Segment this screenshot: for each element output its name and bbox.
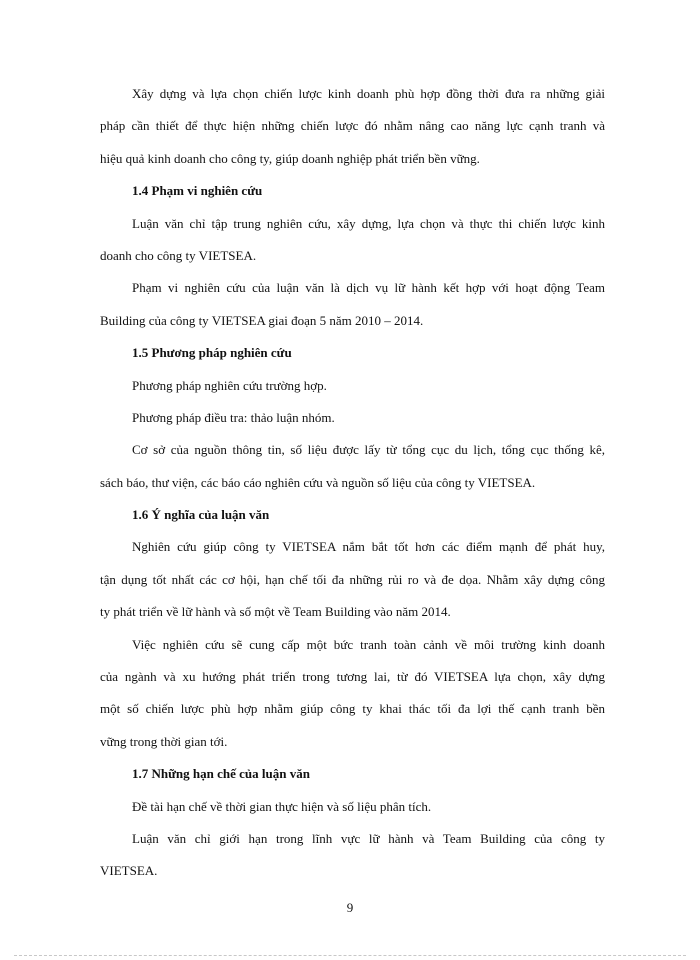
section-heading-1-5: 1.5 Phương pháp nghiên cứu [132,345,292,361]
paragraph-line: Đề tài hạn chế về thời gian thực hiện và số liệu phân tích. [132,798,432,814]
paragraph-line: Cơ sở của nguồn thông tin, số liệu được lấy từ tổng cục du lịch, tổng cục thống kê, [132,442,605,458]
paragraph-line: hiệu quả kinh doanh cho công ty, giúp doanh nghiệp phát triển bền vững. [100,150,480,166]
paragraph-line: ty phát triển về lữ hành và số một về Team Building vào năm 2014. [100,604,451,620]
page-bottom-divider [14,955,686,956]
paragraph-line: pháp cần thiết để thực hiện những chiến lược đó nhằm nâng cao năng lực cạnh tranh và [100,118,605,134]
paragraph-line: Phương pháp nghiên cứu trường hợp. [132,377,327,393]
paragraph-line: sách báo, thư viện, các báo cáo nghiên cứu và nguồn số liệu của công ty VIETSEA. [100,474,536,490]
paragraph-line: doanh cho công ty VIETSEA. [100,247,257,263]
paragraph-line: Luận văn chỉ giới hạn trong lĩnh vực lữ hành và Team Building của công ty [132,830,605,846]
paragraph-line: của ngành và xu hướng phát triển trong tương lai, từ đó VIETSEA lựa chọn, xây dựng [100,669,605,685]
paragraph-line: Phạm vi nghiên cứu của luận văn là dịch vụ lữ hành kết hợp với hoạt động Team [132,280,605,296]
page-number: 9 [346,900,354,915]
paragraph-line: Việc nghiên cứu sẽ cung cấp một bức tranh toàn cảnh về môi trường kinh doanh [132,636,605,652]
paragraph-line: VIETSEA. [100,863,158,879]
paragraph-line: Xây dựng và lựa chọn chiến lược kinh doanh phù hợp đồng thời đưa ra những giải [132,86,605,101]
paragraph-line: Nghiên cứu giúp công ty VIETSEA nắm bắt tốt hơn các điểm mạnh để phát huy, [132,539,605,555]
paragraph-line: Luận văn chỉ tập trung nghiên cứu, xây dựng, lựa chọn và thực thi chiến lược kinh [132,215,605,231]
page-body [100,78,605,888]
section-heading-1-6: 1.6 Ý nghĩa của luận văn [132,507,270,523]
paragraph-line: vững trong thời gian tới. [100,733,228,749]
section-heading-1-7: 1.7 Những hạn chế của luận văn [132,766,310,782]
paragraph-line: Phương pháp điều tra: thảo luận nhóm. [132,409,335,425]
paragraph-line: một số chiến lược phù hợp nhằm giúp công ty khai thác tối đa lợi thế cạnh tranh bền [100,701,605,717]
paragraph-line: Building của công ty VIETSEA giai đoạn 5 năm 2010 – 2014. [100,312,424,328]
section-heading-1-4: 1.4 Phạm vi nghiên cứu [132,183,263,199]
paragraph-line: tận dụng tốt nhất các cơ hội, hạn chế tối đa những rủi ro và đe dọa. Nhằm xây dựng công [100,571,605,587]
